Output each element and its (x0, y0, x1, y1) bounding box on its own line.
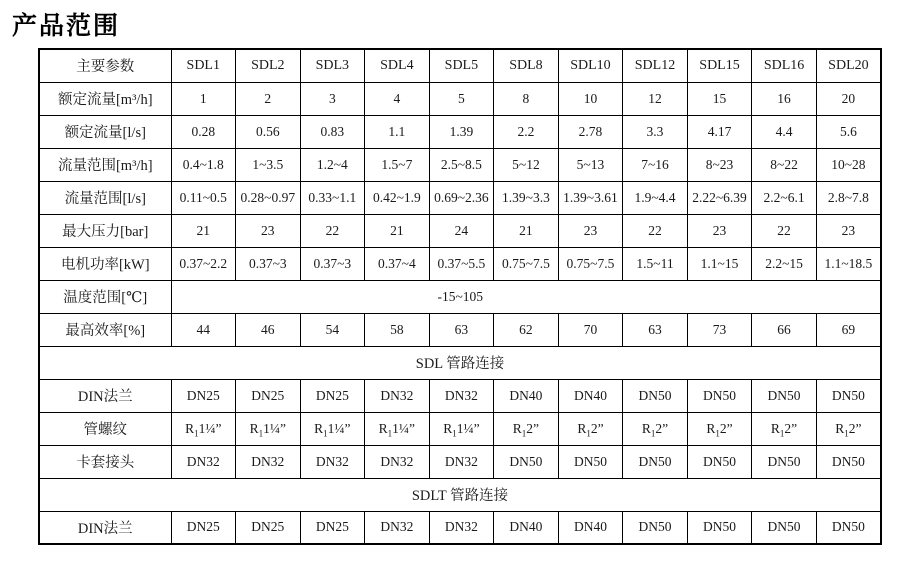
value-cell: 21 (494, 214, 559, 247)
table-row (39, 313, 881, 346)
value-cell: $R_11\frac{1}{4}$” (365, 412, 430, 445)
value-cell: DN50 (816, 445, 881, 478)
value-cell: DN25 (236, 379, 301, 412)
column-header: SDL1 (171, 49, 236, 82)
value-cell: 54 (300, 313, 365, 346)
value-cell: DN25 (171, 511, 236, 544)
section-span-cell: SDL 管路连接 (39, 346, 881, 379)
value-cell: 0.4~1.8 (171, 148, 236, 181)
value-cell: 5~13 (558, 148, 623, 181)
column-header: SDL8 (494, 49, 559, 82)
row-label-cell: 最大压力[bar] (39, 214, 171, 247)
value-cell: 23 (687, 214, 752, 247)
value-cell: 62 (494, 313, 559, 346)
row-label-cell: 流量范围[m³/h] (39, 148, 171, 181)
value-cell: 1.2~4 (300, 148, 365, 181)
value-cell: 0.42~1.9 (365, 181, 430, 214)
value-cell: DN50 (623, 445, 688, 478)
value-cell: DN32 (171, 445, 236, 478)
table-row (39, 247, 881, 280)
value-cell: $R_12$” (816, 412, 881, 445)
table-row (39, 346, 881, 379)
value-cell: DN50 (494, 445, 559, 478)
table-row (39, 280, 881, 313)
row-label-cell: 卡套接头 (39, 445, 171, 478)
value-cell: DN25 (171, 379, 236, 412)
value-cell: $R_11\frac{1}{4}$” (429, 412, 494, 445)
corner-header-cell: 主要参数 (39, 49, 171, 82)
column-header: SDL3 (300, 49, 365, 82)
value-cell: 0.69~2.36 (429, 181, 494, 214)
table-row (39, 82, 881, 115)
value-cell: $R_12$” (752, 412, 817, 445)
value-cell: 2.2~15 (752, 247, 817, 280)
value-cell: 1.39 (429, 115, 494, 148)
value-cell: 22 (623, 214, 688, 247)
value-cell: 4.4 (752, 115, 817, 148)
value-cell: 58 (365, 313, 430, 346)
value-cell: DN50 (687, 511, 752, 544)
value-cell: DN32 (365, 445, 430, 478)
value-cell: 0.75~7.5 (558, 247, 623, 280)
value-cell: 10 (558, 82, 623, 115)
value-cell: 4.17 (687, 115, 752, 148)
column-header: SDL5 (429, 49, 494, 82)
value-cell: 5.6 (816, 115, 881, 148)
value-cell: DN40 (494, 511, 559, 544)
value-cell: $R_11\frac{1}{4}$” (300, 412, 365, 445)
value-cell: 70 (558, 313, 623, 346)
value-cell: DN32 (429, 379, 494, 412)
value-cell: 0.75~7.5 (494, 247, 559, 280)
table-body (39, 82, 881, 544)
value-cell: 44 (171, 313, 236, 346)
value-cell: 0.37~3 (236, 247, 301, 280)
value-cell: 0.56 (236, 115, 301, 148)
table-row (39, 511, 881, 544)
value-cell: 0.83 (300, 115, 365, 148)
value-cell: 3.3 (623, 115, 688, 148)
value-cell: 1.9~4.4 (623, 181, 688, 214)
value-cell: 16 (752, 82, 817, 115)
value-cell: 2 (236, 82, 301, 115)
value-cell: DN32 (365, 511, 430, 544)
value-cell: DN40 (558, 379, 623, 412)
row-label-cell: DIN法兰 (39, 511, 171, 544)
value-cell: 10~28 (816, 148, 881, 181)
value-cell: 5~12 (494, 148, 559, 181)
value-cell: 1.5~7 (365, 148, 430, 181)
column-header: SDL16 (752, 49, 817, 82)
table-row (39, 379, 881, 412)
value-cell: 63 (623, 313, 688, 346)
value-cell: 69 (816, 313, 881, 346)
column-header: SDL20 (816, 49, 881, 82)
value-cell: DN50 (752, 445, 817, 478)
table-row (39, 478, 881, 511)
row-label-cell: 温度范围[℃] (39, 280, 171, 313)
section-span-cell: SDLT 管路连接 (39, 478, 881, 511)
value-cell: 8~23 (687, 148, 752, 181)
value-cell: DN32 (365, 379, 430, 412)
value-cell: 73 (687, 313, 752, 346)
value-cell: DN50 (687, 445, 752, 478)
value-cell: 0.11~0.5 (171, 181, 236, 214)
value-cell: 0.28 (171, 115, 236, 148)
column-header: SDL15 (687, 49, 752, 82)
value-cell: 46 (236, 313, 301, 346)
value-cell: 8 (494, 82, 559, 115)
value-cell: 21 (171, 214, 236, 247)
table-row (39, 115, 881, 148)
row-span-value-cell: -15~105 (171, 280, 881, 313)
value-cell: DN32 (300, 445, 365, 478)
value-cell: 63 (429, 313, 494, 346)
value-cell: DN50 (752, 379, 817, 412)
value-cell: DN32 (429, 445, 494, 478)
table-row (39, 181, 881, 214)
value-cell: 0.37~3 (300, 247, 365, 280)
row-label-cell: 额定流量[m³/h] (39, 82, 171, 115)
row-label-cell: 最高效率[%] (39, 313, 171, 346)
value-cell: 1.39~3.3 (494, 181, 559, 214)
column-header: SDL12 (623, 49, 688, 82)
row-label-cell: 管螺纹 (39, 412, 171, 445)
value-cell: $R_11\frac{1}{4}$” (236, 412, 301, 445)
table-row (39, 214, 881, 247)
row-label-cell: DIN法兰 (39, 379, 171, 412)
value-cell: 24 (429, 214, 494, 247)
value-cell: $R_12$” (623, 412, 688, 445)
value-cell: 1.1 (365, 115, 430, 148)
value-cell: 23 (558, 214, 623, 247)
value-cell: DN40 (558, 511, 623, 544)
table-row (39, 148, 881, 181)
value-cell: 7~16 (623, 148, 688, 181)
column-header: SDL2 (236, 49, 301, 82)
value-cell: DN32 (429, 511, 494, 544)
value-cell: 1.1~18.5 (816, 247, 881, 280)
value-cell: $R_12$” (558, 412, 623, 445)
value-cell: 66 (752, 313, 817, 346)
value-cell: 5 (429, 82, 494, 115)
value-cell: DN50 (558, 445, 623, 478)
value-cell: 1 (171, 82, 236, 115)
value-cell: 2.2~6.1 (752, 181, 817, 214)
value-cell: DN25 (236, 511, 301, 544)
value-cell: 0.28~0.97 (236, 181, 301, 214)
value-cell: 23 (816, 214, 881, 247)
value-cell: 15 (687, 82, 752, 115)
value-cell: 2.78 (558, 115, 623, 148)
table-header (39, 49, 881, 82)
value-cell: DN40 (494, 379, 559, 412)
row-label-cell: 流量范围[l/s] (39, 181, 171, 214)
value-cell: DN50 (752, 511, 817, 544)
value-cell: 0.37~5.5 (429, 247, 494, 280)
value-cell: $R_12$” (687, 412, 752, 445)
value-cell: DN25 (300, 511, 365, 544)
page-title: 产品范围 (12, 12, 121, 40)
value-cell: 23 (236, 214, 301, 247)
column-header: SDL4 (365, 49, 430, 82)
table-row (39, 445, 881, 478)
value-cell: 21 (365, 214, 430, 247)
column-header: SDL10 (558, 49, 623, 82)
row-label-cell: 额定流量[l/s] (39, 115, 171, 148)
value-cell: 22 (752, 214, 817, 247)
value-cell: 2.2 (494, 115, 559, 148)
row-label-cell: 电机功率[kW] (39, 247, 171, 280)
value-cell: 2.5~8.5 (429, 148, 494, 181)
value-cell: 0.33~1.1 (300, 181, 365, 214)
value-cell: 12 (623, 82, 688, 115)
value-cell: DN50 (816, 511, 881, 544)
value-cell: DN50 (623, 511, 688, 544)
product-spec-table (38, 48, 882, 545)
table-row (39, 412, 881, 445)
value-cell: 1.39~3.61 (558, 181, 623, 214)
value-cell: DN50 (623, 379, 688, 412)
header-row (39, 49, 881, 82)
value-cell: 1.5~11 (623, 247, 688, 280)
value-cell: 22 (300, 214, 365, 247)
value-cell: 8~22 (752, 148, 817, 181)
value-cell: DN25 (300, 379, 365, 412)
value-cell: 2.22~6.39 (687, 181, 752, 214)
value-cell: 20 (816, 82, 881, 115)
value-cell: DN50 (687, 379, 752, 412)
value-cell: 2.8~7.8 (816, 181, 881, 214)
value-cell: 4 (365, 82, 430, 115)
value-cell: 1.1~15 (687, 247, 752, 280)
value-cell: 0.37~2.2 (171, 247, 236, 280)
value-cell: DN32 (236, 445, 301, 478)
value-cell: DN50 (816, 379, 881, 412)
value-cell: 1~3.5 (236, 148, 301, 181)
value-cell: 3 (300, 82, 365, 115)
value-cell: $R_11\frac{1}{4}$” (171, 412, 236, 445)
value-cell: 0.37~4 (365, 247, 430, 280)
value-cell: $R_12$” (494, 412, 559, 445)
